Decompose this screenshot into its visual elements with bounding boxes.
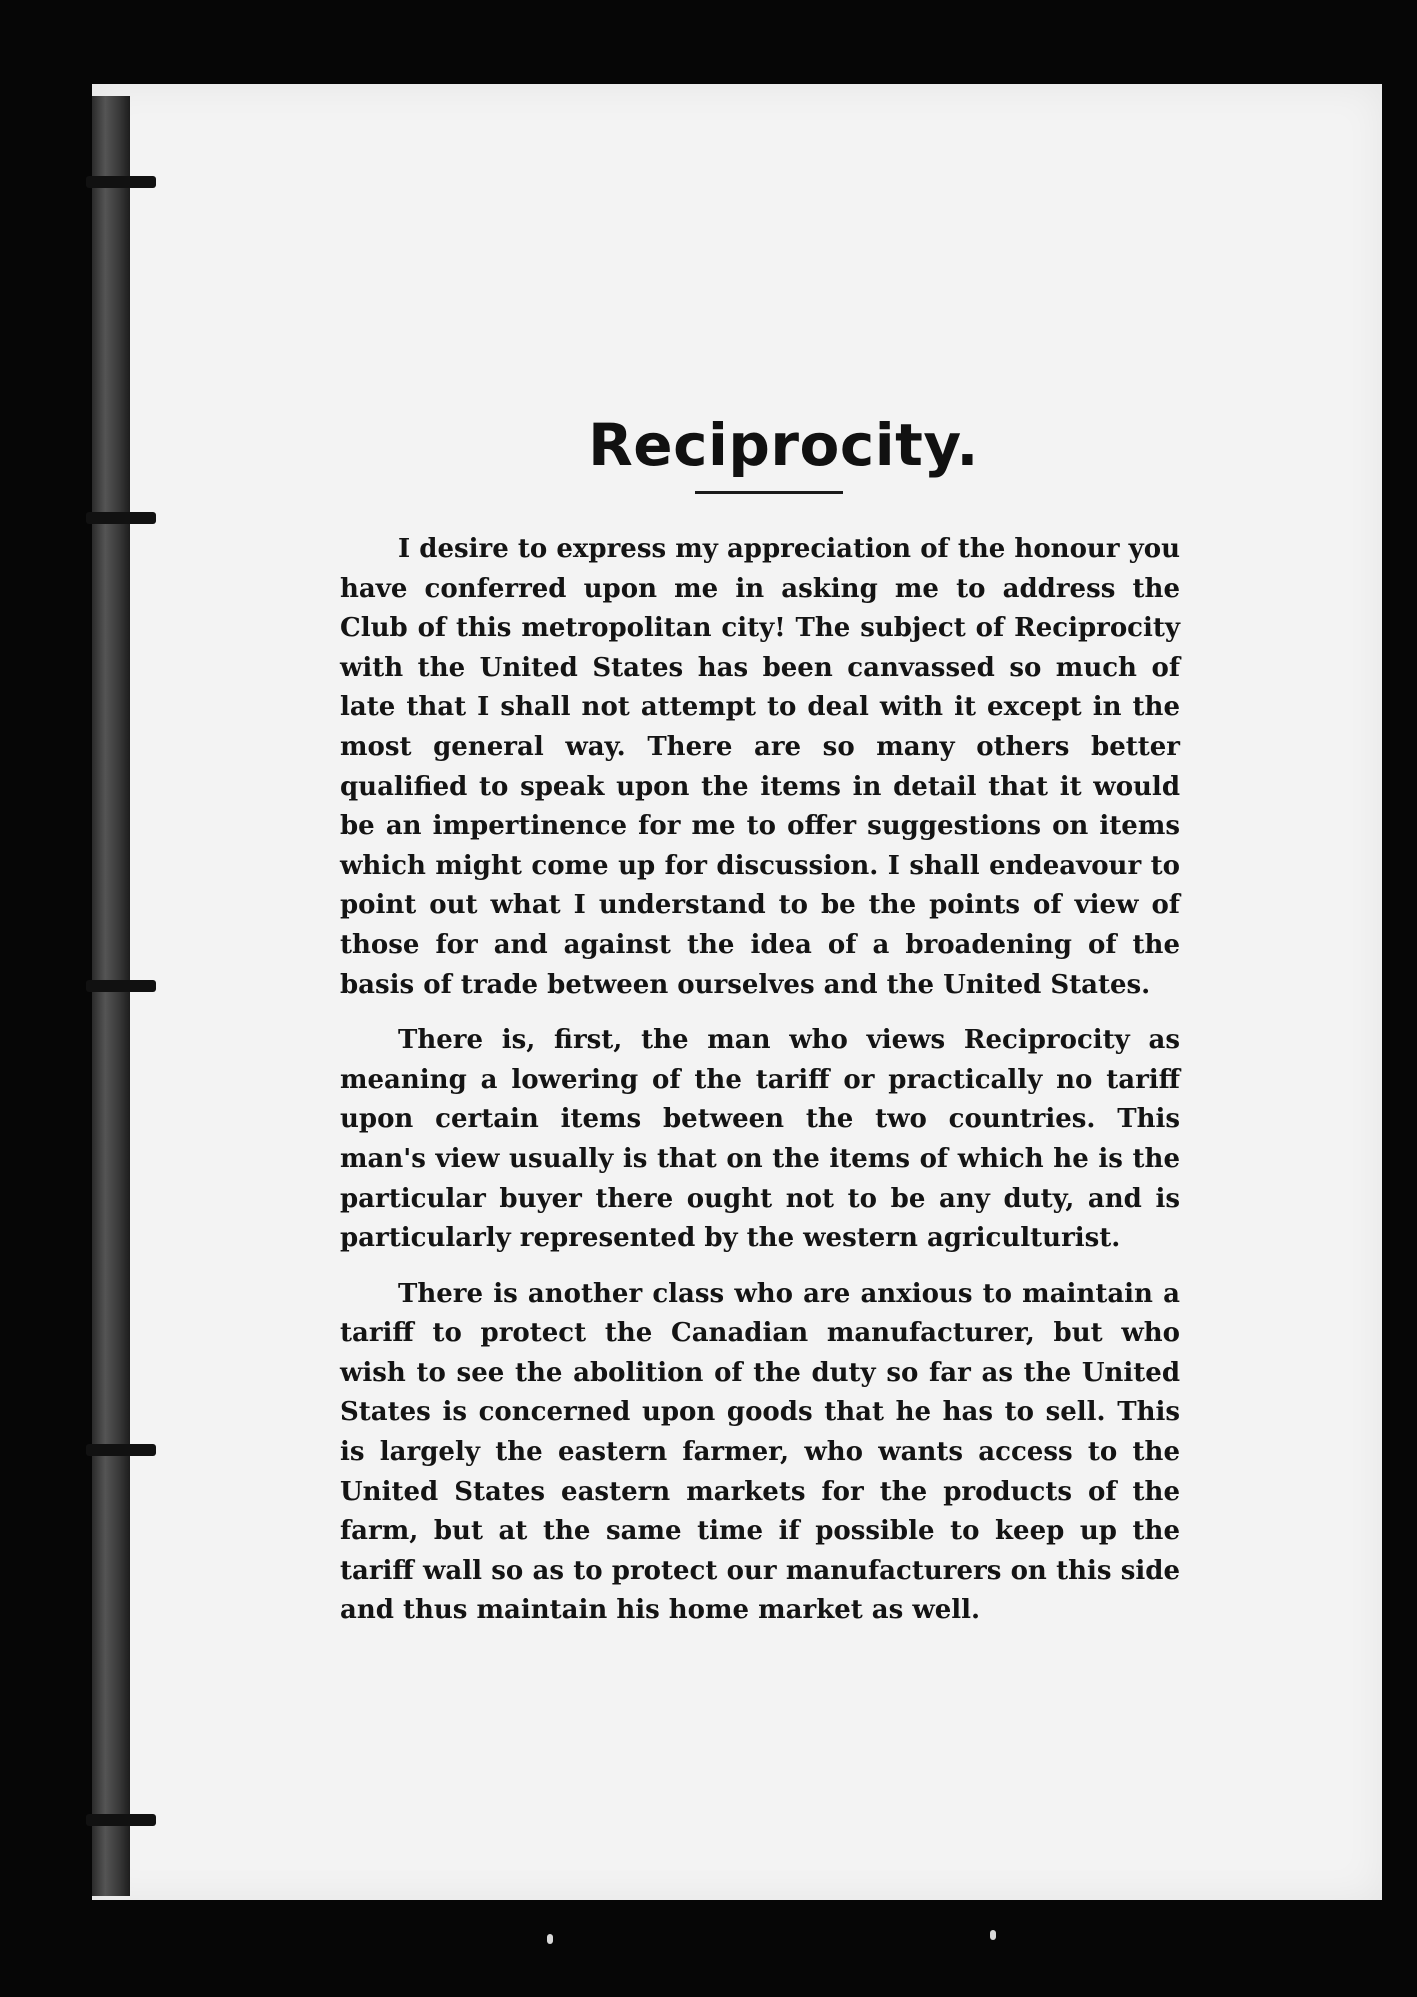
binding-stitch [86,1814,156,1826]
scan-speck [547,1934,553,1944]
binding-stitch [86,980,156,992]
paragraph: There is, first, the man who views Reciprocity as meaning a lowering of the tariff or practically no tariff upon certain items between the two countries. This man's view usually is that on the items of which he is the particular buyer there ought not to be any duty, and is particularly represented by the western agriculturist. [340,1025,1180,1254]
paragraph: There is another class who are anxious to maintain a tariff to protect the Canadian manufacturer, but who wish to see the abolition of the duty so far as the United States is concerned upon goods that he has to sell. This is largely the eastern farmer, who wants access to the United States eastern markets for the products of the farm, but at the same time if possible to keep up the tariff wall so as to protect our manufacturers on this side and thus maintain his home market as well. [340,1278,1180,1626]
paragraph: I desire to express my appreciation of the honour you have conferred upon me in asking me to address the Club of this metropolitan city! The subject of Reciprocity with the United States has been canvassed so much of late that I shall not attempt to deal with it except in the most general way. There are so many others better qualified to speak upon the items in detail that it would be an impertinence for me to offer suggestions on items which might come up for discussion. I shall endeavour to point out what I understand to be the points of view of those for and against the idea of a broadening of the basis of trade between ourselves and the United States. [340,534,1180,1000]
page-title: Reciprocity. [588,410,979,479]
binding-stitch [86,512,156,524]
binding-stitch [86,176,156,188]
scan-speck [990,1930,996,1940]
binding-spine [92,96,130,1896]
binding-stitch [86,1444,156,1456]
title-divider [695,491,843,494]
body-text [340,530,1180,1647]
